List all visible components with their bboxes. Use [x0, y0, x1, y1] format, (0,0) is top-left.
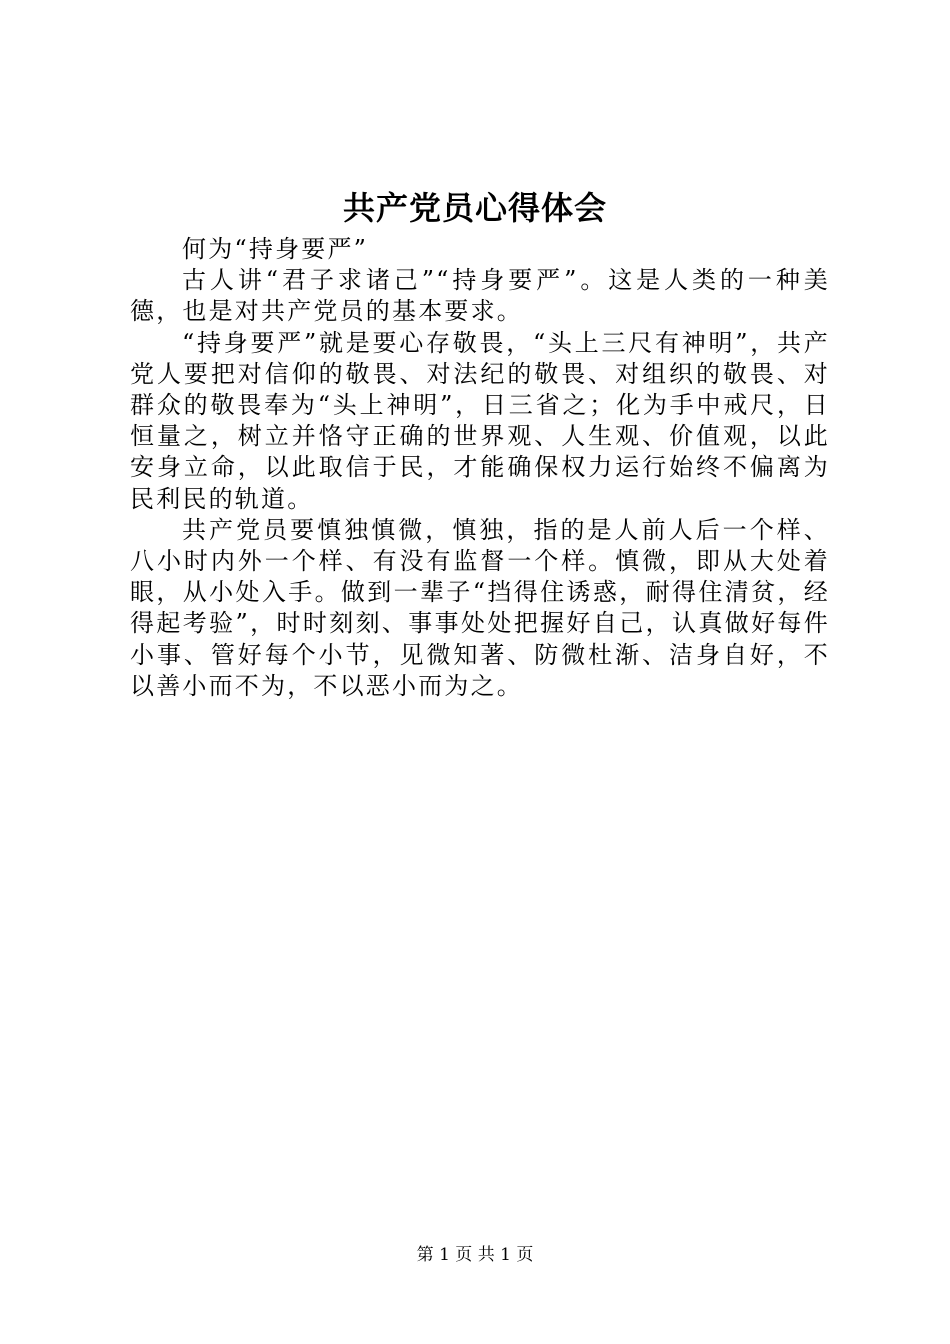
paragraph-heading: 何为“持身要严” [182, 235, 369, 263]
paragraph: “持身要严”就是要心存敬畏，“头上三尺有神明”，共产党人要把对信仰的敬畏、对法纪的敬畏、对组织的敬畏、对群众的敬畏奉为“头上神明”，日三省之；化为手中戒尺，日恒量之，树立并恪守正确的世界观、人生观、价值观，以此安身立命，以此取信于民，才能确保权力运行始终不偏离为民利民的轨道。 [130, 328, 830, 513]
document-body [130, 234, 830, 702]
page-footer: 第 1 页 共 1 页 [416, 1245, 534, 1265]
paragraph: 共产党员要慎独慎微，慎独，指的是人前人后一个样、八小时内外一个样、有没有监督一个样。慎微，即从大处着眼，从小处入手。做到一辈子“挡得住诱惑，耐得住清贫，经得起考验”，时时刻刻、事事处处把握好自己，认真做好每件小事、管好每个小节，见微知著、防微杜渐、洁身自好，不以善小而不为，不以恶小而为之。 [130, 515, 830, 700]
document-title: 共产党员心得体会 [342, 189, 607, 227]
paragraph: 古人讲“君子求诸己”“持身要严”。这是人类的一种美德，也是对共产党员的基本要求。 [130, 266, 830, 326]
